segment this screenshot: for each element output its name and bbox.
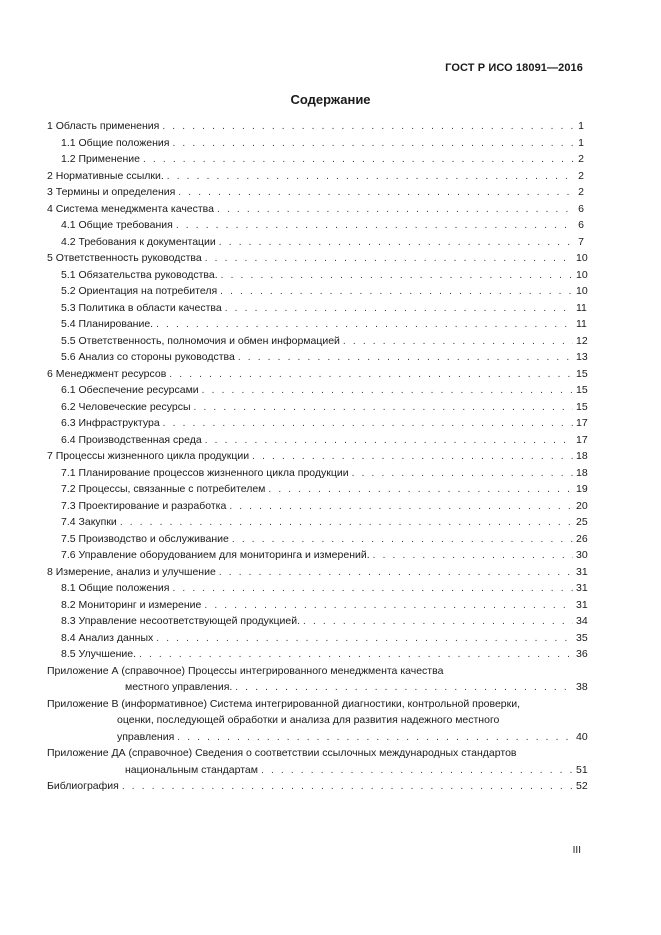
toc-page-number: 2 bbox=[578, 186, 584, 198]
toc-leader-dots bbox=[177, 730, 573, 747]
standard-code: ГОСТ Р ИСО 18091—2016 bbox=[445, 62, 583, 74]
toc-leader-dots bbox=[139, 647, 573, 664]
toc-entry-label: 6 Менеджмент ресурсов bbox=[47, 367, 167, 380]
toc-page-number: 30 bbox=[576, 549, 588, 561]
toc-leader-dots bbox=[343, 334, 573, 351]
toc-page-number: 51 bbox=[576, 763, 588, 776]
toc-page-number: 6 bbox=[578, 219, 584, 231]
toc-page-number: 7 bbox=[578, 235, 584, 248]
toc-page-number: 26 bbox=[576, 532, 588, 545]
page-number-roman: III bbox=[572, 845, 581, 856]
toc-entry-label: 6.2 Человеческие ресурсы bbox=[61, 400, 191, 413]
toc-entry[interactable] bbox=[47, 382, 588, 399]
toc-entry-label: 7.6 Управление оборудованием для мониторинга и измерений. bbox=[61, 549, 370, 561]
toc-entry-label: 8.4 Анализ данных bbox=[61, 631, 154, 644]
toc-leader-dots bbox=[167, 169, 573, 186]
appendix-b-title-line3: управления bbox=[117, 730, 175, 743]
table-of-contents bbox=[47, 118, 588, 795]
toc-leader-dots bbox=[220, 284, 573, 301]
toc-leader-dots bbox=[169, 367, 573, 384]
toc-leader-dots bbox=[205, 433, 573, 450]
toc-entry[interactable] bbox=[47, 135, 584, 152]
toc-entry[interactable] bbox=[47, 201, 584, 218]
toc-page-number: 17 bbox=[576, 417, 588, 429]
toc-leader-dots bbox=[176, 218, 573, 235]
toc-leader-dots bbox=[178, 185, 573, 202]
toc-leader-dots bbox=[303, 614, 573, 631]
toc-leader-dots bbox=[172, 136, 573, 153]
toc-page-number: 15 bbox=[576, 384, 588, 396]
toc-page-number: 1 bbox=[578, 136, 584, 149]
appendix-b-title-line2: оценки, последующей обработки и анализа для развития надежного местного bbox=[117, 714, 500, 726]
toc-page-number: 10 bbox=[576, 252, 588, 264]
toc-leader-dots bbox=[217, 202, 573, 219]
toc-entry-label: 4 Система менеджмента качества bbox=[47, 202, 214, 215]
toc-entry[interactable] bbox=[47, 415, 588, 432]
toc-leader-dots bbox=[221, 268, 573, 285]
toc-entry[interactable] bbox=[47, 613, 588, 630]
toc-entry-label: 4.2 Требования к документации bbox=[61, 235, 216, 248]
appendix-b-title-line1: Приложение В (информативное) Система интегрированной диагностики, контрольной проверки, bbox=[47, 697, 521, 710]
toc-entry[interactable] bbox=[47, 168, 584, 185]
toc-page-number: 1 bbox=[578, 120, 584, 132]
toc-page-number: 10 bbox=[576, 268, 588, 281]
toc-leader-dots bbox=[143, 152, 573, 169]
toc-entry-label: 7.4 Закупки bbox=[61, 516, 117, 528]
toc-entry-label: 6.3 Инфраструктура bbox=[61, 417, 160, 429]
toc-page-number: 15 bbox=[576, 367, 588, 380]
toc-entry[interactable] bbox=[47, 531, 588, 548]
toc-entry-label: 8.2 Мониторинг и измерение bbox=[61, 598, 202, 611]
toc-page-number: 10 bbox=[576, 285, 588, 297]
toc-entry-appendix-da[interactable] bbox=[47, 745, 588, 778]
toc-entry[interactable] bbox=[47, 316, 587, 333]
toc-entry-label: 2 Нормативные ссылки. bbox=[47, 169, 164, 182]
toc-entry-label: 5.6 Анализ со стороны руководства bbox=[61, 351, 235, 363]
toc-page-number: 34 bbox=[576, 615, 588, 627]
toc-leader-dots bbox=[156, 631, 573, 648]
toc-entry[interactable] bbox=[47, 267, 588, 284]
toc-page-number: 40 bbox=[576, 730, 588, 743]
toc-entry-label: 8.1 Общие положения bbox=[61, 582, 170, 594]
toc-leader-dots bbox=[261, 763, 573, 780]
toc-entry[interactable] bbox=[47, 630, 588, 647]
toc-page-number: 31 bbox=[576, 565, 588, 578]
toc-entry[interactable] bbox=[47, 151, 584, 168]
toc-page-number: 19 bbox=[576, 483, 588, 495]
toc-leader-dots bbox=[205, 251, 573, 268]
toc-entry[interactable] bbox=[47, 300, 587, 317]
toc-leader-dots bbox=[373, 548, 573, 565]
toc-page-number: 11 bbox=[576, 318, 587, 330]
toc-entry[interactable] bbox=[47, 547, 588, 564]
toc-entry[interactable] bbox=[47, 597, 588, 614]
toc-entry-label: 7.5 Производство и обслуживание bbox=[61, 532, 229, 545]
toc-page-number: 17 bbox=[576, 433, 588, 446]
toc-entry-label: 8.5 Улучшение. bbox=[61, 648, 137, 660]
toc-leader-dots bbox=[162, 119, 573, 136]
toc-entry[interactable] bbox=[47, 283, 588, 300]
toc-leader-dots bbox=[156, 317, 573, 334]
toc-entry-label: 6.1 Обеспечение ресурсами bbox=[61, 384, 199, 396]
appendix-a-title-line1: Приложение А (справочное) Процессы интегрированного менеджмента качества bbox=[47, 664, 444, 677]
toc-entry[interactable] bbox=[47, 118, 584, 135]
toc-entry[interactable] bbox=[47, 448, 588, 465]
toc-entry[interactable] bbox=[47, 366, 588, 383]
toc-leader-dots bbox=[202, 383, 573, 400]
toc-leader-dots bbox=[252, 449, 573, 466]
toc-leader-dots bbox=[204, 598, 573, 615]
toc-leader-dots bbox=[194, 400, 573, 417]
toc-entry[interactable] bbox=[47, 184, 584, 201]
toc-page-number: 11 bbox=[576, 301, 587, 314]
toc-entry-label: 1 Область применения bbox=[47, 120, 160, 132]
toc-entry[interactable] bbox=[47, 498, 588, 515]
toc-entry[interactable] bbox=[47, 580, 588, 597]
toc-entry-label: 6.4 Производственная среда bbox=[61, 433, 202, 446]
toc-page-number: 12 bbox=[576, 334, 588, 347]
toc-leader-dots bbox=[235, 680, 573, 697]
appendix-a-title-line2: местного управления. bbox=[125, 681, 233, 693]
toc-page-number: 6 bbox=[578, 202, 584, 215]
toc-entry-label: 3 Термины и определения bbox=[47, 186, 176, 198]
toc-entry[interactable] bbox=[47, 514, 588, 531]
toc-entry-label: 7.3 Проектирование и разработка bbox=[61, 499, 227, 512]
toc-entry-label: 5.5 Ответственность, полномочия и обмен информацией bbox=[61, 334, 340, 347]
toc-entry-label: 4.1 Общие требования bbox=[61, 219, 173, 231]
toc-entry-label: 8 Измерение, анализ и улучшение bbox=[47, 565, 216, 578]
toc-entry-label: 1.2 Применение bbox=[61, 153, 140, 165]
toc-entry-label: 1.1 Общие положения bbox=[61, 136, 170, 149]
toc-entry[interactable] bbox=[47, 564, 588, 581]
toc-page-number: 18 bbox=[576, 450, 588, 462]
toc-page-number: 31 bbox=[576, 598, 588, 611]
toc-rows bbox=[47, 118, 588, 663]
toc-leader-dots bbox=[219, 235, 573, 252]
toc-entry-label: 5 Ответственность руководства bbox=[47, 252, 202, 264]
appendix-da-title-line2: национальным стандартам bbox=[125, 763, 258, 776]
toc-leader-dots bbox=[268, 482, 573, 499]
toc-leader-dots bbox=[163, 416, 573, 433]
page-title: Содержание bbox=[290, 92, 371, 107]
toc-entry-label: 7 Процессы жизненного цикла продукции bbox=[47, 450, 250, 462]
toc-entry[interactable] bbox=[47, 234, 584, 251]
toc-leader-dots bbox=[229, 499, 573, 516]
toc-entry-label: 5.2 Ориентация на потребителя bbox=[61, 285, 218, 297]
toc-leader-dots bbox=[172, 581, 573, 598]
toc-entry-appendix-b[interactable] bbox=[47, 696, 588, 746]
toc-page-number: 38 bbox=[576, 681, 588, 693]
toc-entry[interactable] bbox=[47, 481, 588, 498]
toc-page-number: 20 bbox=[576, 499, 588, 512]
toc-page-number: 35 bbox=[576, 631, 588, 644]
toc-entry-label: 5.4 Планирование. bbox=[61, 318, 154, 330]
toc-entry-label: 5.1 Обязательства руководства. bbox=[61, 268, 218, 281]
toc-entry-label: 7.1 Планирование процессов жизненного цикла продукции bbox=[61, 466, 349, 479]
toc-leader-dots bbox=[122, 779, 573, 796]
toc-entry[interactable] bbox=[47, 646, 588, 663]
toc-entry-label: 8.3 Управление несоответствующей продукцией. bbox=[61, 615, 300, 627]
toc-page-number: 31 bbox=[576, 582, 588, 594]
toc-page-number: 36 bbox=[576, 648, 588, 660]
toc-entry-label: 7.2 Процессы, связанные с потребителем bbox=[61, 483, 266, 495]
toc-page-number: 52 bbox=[576, 780, 588, 792]
toc-leader-dots bbox=[232, 532, 573, 549]
toc-entry[interactable] bbox=[47, 250, 588, 267]
toc-entry-label: Библиография bbox=[47, 780, 119, 792]
toc-entry[interactable] bbox=[47, 399, 588, 416]
toc-page-number: 25 bbox=[576, 516, 588, 528]
toc-page-number: 2 bbox=[578, 169, 584, 182]
toc-entry[interactable] bbox=[47, 333, 588, 350]
toc-entry[interactable] bbox=[47, 432, 588, 449]
toc-page-number: 2 bbox=[578, 153, 584, 165]
toc-leader-dots bbox=[219, 565, 573, 582]
toc-entry-label: 5.3 Политика в области качества bbox=[61, 301, 222, 314]
toc-entry-bibliography[interactable] bbox=[47, 778, 588, 795]
toc-leader-dots bbox=[352, 466, 573, 483]
toc-entry[interactable] bbox=[47, 465, 588, 482]
toc-page-number: 15 bbox=[576, 400, 588, 413]
toc-leader-dots bbox=[238, 350, 573, 367]
appendix-da-title-line1: Приложение ДА (справочное) Сведения о соответствии ссылочных международных стандартов bbox=[47, 747, 517, 759]
toc-leader-dots bbox=[120, 515, 573, 532]
toc-entry-appendix-a[interactable] bbox=[47, 663, 588, 696]
toc-entry[interactable] bbox=[47, 217, 584, 234]
toc-page-number: 18 bbox=[576, 466, 588, 479]
toc-page-number: 13 bbox=[576, 351, 588, 363]
toc-entry[interactable] bbox=[47, 349, 588, 366]
toc-leader-dots bbox=[225, 301, 573, 318]
